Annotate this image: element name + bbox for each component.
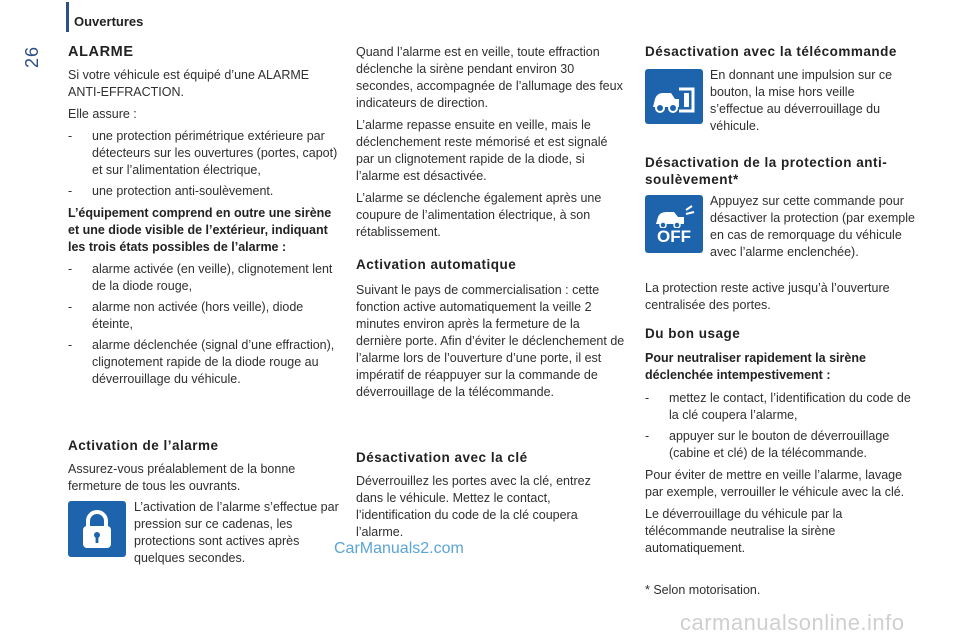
col2-p2: L’alarme repasse ensuite en veille, mais le déclenchement reste mémorisé et est signalé par un clignotement rapide de la diode, si l’alarme est désactivée. [356,118,608,183]
section-title: Ouvertures [74,14,144,29]
activation-intro: Assurez-vous préalablement de la bonne fermeture de tous les ouvrants. [68,462,296,493]
anti-title: Désactivation de la protection anti-soulèvement* [645,155,888,187]
col2-p3: L’alarme se déclenche également après une coupure de l’alimentation électrique, à son rétablissement. [356,191,602,239]
auto-desc: Suivant le pays de commercialisation : cette fonction active automatiquement la veille 2 minutes environ après la fermeture de la dernière porte. Afin d’éviter le déclenchement de l’alarme lors de l’ouverture d’une porte, il est impératif de réappuyer sur la commande de déverrouillage de la télécommande. [356,283,625,399]
list-item: - alarme activée (en veille), clignotement lent de la diode rouge, [68,262,333,293]
usage-p2: Le déverrouillage du véhicule par la télécommande neutralise la sirène automatiquement. [645,507,843,555]
usage-bold: Pour neutraliser rapidement la sirène déclenchée intempestivement : [645,351,866,382]
usage-p1: Pour éviter de mettre en veille l’alarme, lavage par exemple, verrouiller le véhicule avec la clé. [645,468,905,499]
footnote: * Selon motorisation. [645,583,761,597]
watermark-left: CarManuals2.com [334,540,464,557]
list-item: - alarme non activée (hors veille), diode éteinte, [68,300,304,331]
anti-desc2: La protection reste active jusqu’à l’ouverture centralisée des portes. [645,281,890,312]
key-title: Désactivation avec la clé [356,450,528,465]
off-label: OFF [657,226,691,246]
list-item: - mettez le contact, l’identification du code de la clé coupera l’alarme, [645,391,911,422]
list-item: - alarme déclenchée (signal d’une effraction), clignotement rapide de la diode rouge au déverrouillage du véhicule. [68,338,335,386]
activation-desc: L’activation de l’alarme s’effectue par pression sur ce cadenas, les protections sont actives après quelques secondes. [134,500,339,565]
key-desc: Déverrouillez les portes avec la clé, entrez dans le véhicule. Mettez le contact, l’identification du code de la clé coupera l’alarme. [356,474,591,539]
watermark-right: carmanualsonline.info [680,610,905,635]
remote-title: Désactivation avec la télécommande [645,44,897,59]
list-item: - appuyer sur le bouton de déverrouillage (cabine et clé) de la télécommande. [645,429,890,460]
list-item: - une protection anti-soulèvement. [68,184,274,198]
col1-body [68,67,344,388]
alarme-intro: Si votre véhicule est équipé d’une ALARME ANTI-EFFRACTION. [68,68,310,99]
usage-title: Du bon usage [645,326,741,341]
anti-lift-off-icon [645,195,703,253]
remote-desc: En donnant une impulsion sur ce bouton, la mise hors veille s’effectue au déverrouillage du véhicule. [710,68,893,133]
col2-p1: Quand l’alarme est en veille, toute effraction déclenche la sirène pendant environ 30 secondes, accompagnée de l’allumage des feux indicateurs de direction. [356,45,623,110]
activation-title: Activation de l’alarme [68,438,219,453]
usage-body [645,350,917,557]
list-item: - une protection périmétrique extérieure par détecteurs sur les ouvertures (portes, capot) et sur l’alimentation électrique, [68,129,338,177]
page-number: 26 [22,45,42,68]
alarme-title: ALARME [68,44,134,60]
remote-unlock-icon [645,69,703,124]
alarme-assure: Elle assure : [68,107,137,121]
header-bar [66,2,69,32]
auto-title: Activation automatique [356,257,517,272]
anti-desc: Appuyez sur cette commande pour désactiver la protection (par exemple en cas de remorquage du véhicule avec l’alarme enclenchée). [710,194,915,259]
lock-icon [68,501,126,557]
col2-body [356,44,628,241]
alarme-bold-para: L’équipement comprend en outre une sirène et une diode visible de l’extérieur, indiquant les trois états possibles de l’alarme : [68,206,332,254]
